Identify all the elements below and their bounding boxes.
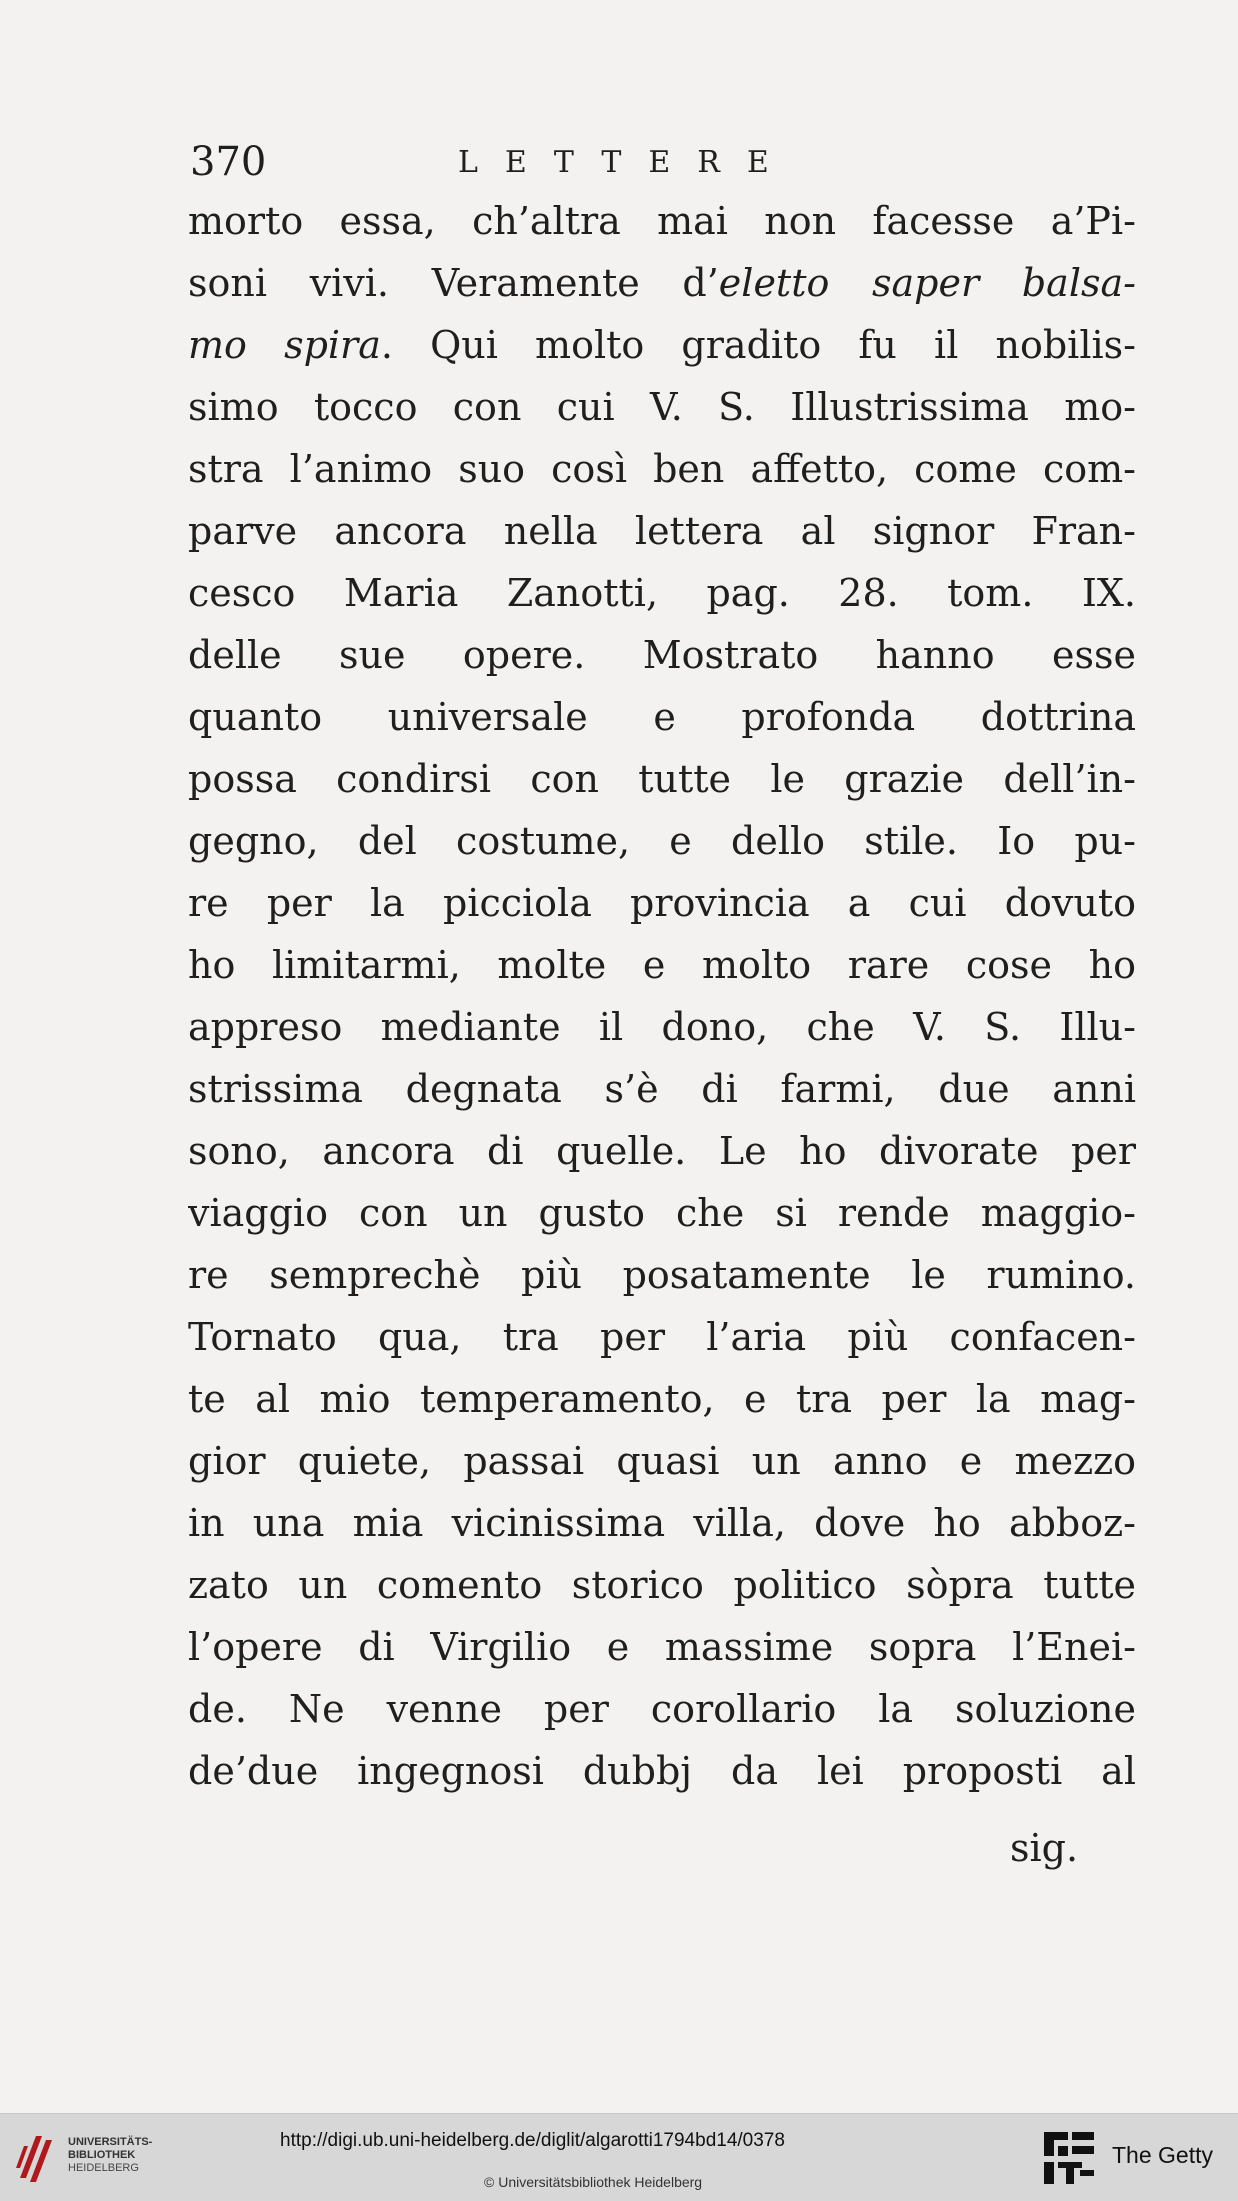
text-line <box>188 748 1136 810</box>
partner-name: The Getty <box>1112 2142 1213 2168</box>
text-line <box>188 996 1136 1058</box>
running-head <box>190 136 1130 188</box>
text-segment: possa condirsi con tutte le grazie dell’in- <box>188 757 1136 801</box>
text-line <box>188 1058 1136 1120</box>
viewer-footer <box>0 2113 1238 2201</box>
text-line <box>188 686 1136 748</box>
body-text <box>188 190 1136 1802</box>
text-line <box>188 314 1136 376</box>
text-line <box>188 1740 1136 1802</box>
text-segment: delle sue opere. Mostrato hanno esse <box>188 633 1136 677</box>
text-line <box>188 934 1136 996</box>
text-line <box>188 190 1136 252</box>
text-segment: simo tocco con cui V. S. Illustrissima mo- <box>188 385 1136 429</box>
text-segment: cesco Maria Zanotti, pag. 28. tom. IX. <box>188 571 1136 615</box>
text-segment: viaggio con un gusto che si rende maggio- <box>188 1191 1136 1235</box>
text-segment: morto essa, ch’altra mai non facesse a’Pi- <box>188 199 1136 243</box>
text-segment: parve ancora nella lettera al signor Fran- <box>188 509 1136 553</box>
italic-text-segment: mo spira <box>188 323 381 367</box>
library-name-line: BIBLIOTHEK <box>68 2149 136 2161</box>
text-line <box>188 1678 1136 1740</box>
text-segment: ho limitarmi, molte e molto rare cose ho <box>188 943 1136 987</box>
library-name-line: HEIDELBERG <box>68 2162 139 2174</box>
text-segment: de. Ne venne per corollario la soluzione <box>188 1687 1136 1731</box>
text-segment: stra l’animo suo così ben affetto, come com- <box>188 447 1136 491</box>
text-segment: re per la picciola provincia a cui dovuto <box>188 881 1136 925</box>
text-segment: . Qui molto gradito fu il nobilis- <box>380 323 1136 367</box>
permalink-url[interactable]: http://digi.ub.uni-heidelberg.de/diglit/algarotti1794bd14/0378 <box>280 2130 785 2151</box>
text-line <box>188 872 1136 934</box>
text-segment: de’due ingegnosi dubbj da lei proposti al <box>188 1749 1136 1793</box>
text-segment: re semprechè più posatamente le rumino. <box>188 1253 1136 1297</box>
library-name <box>68 2136 152 2175</box>
text-segment: zato un comento storico politico sòpra tutte <box>188 1563 1136 1607</box>
text-segment: sono, ancora di quelle. Le ho divorate per <box>188 1129 1136 1173</box>
text-line <box>188 1244 1136 1306</box>
text-line <box>188 1492 1136 1554</box>
text-segment: te al mio temperamento, e tra per la mag- <box>188 1377 1136 1421</box>
text-segment: soni vivi. Veramente d’ <box>188 261 719 305</box>
text-segment: appreso mediante il dono, che V. S. Illu- <box>188 1005 1136 1049</box>
running-title: LETTERE <box>458 145 796 180</box>
text-line <box>188 500 1136 562</box>
text-line <box>188 1306 1136 1368</box>
text-segment: strissima degnata s’è di farmi, due anni <box>188 1067 1136 1111</box>
text-line <box>188 376 1136 438</box>
catchword: sig. <box>1010 1826 1079 1870</box>
text-segment: gegno, del costume, e dello stile. Io pu- <box>188 819 1136 863</box>
text-line <box>188 1182 1136 1244</box>
text-segment: gior quiete, passai quasi un anno e mezzo <box>188 1439 1136 1483</box>
text-segment: l’opere di Virgilio e massime sopra l’Enei- <box>188 1625 1136 1669</box>
text-line <box>188 252 1136 314</box>
copyright-notice: © Universitätsbibliothek Heidelberg <box>484 2174 703 2190</box>
text-line <box>188 1120 1136 1182</box>
text-line <box>188 1616 1136 1678</box>
text-line <box>188 562 1136 624</box>
getty-logo-icon[interactable] <box>1040 2128 1096 2188</box>
italic-text-segment: eletto saper balsa- <box>718 261 1136 305</box>
university-library-logo-icon[interactable] <box>12 2128 62 2188</box>
text-segment: in una mia vicinissima villa, dove ho abboz- <box>188 1501 1136 1545</box>
text-line <box>188 624 1136 686</box>
text-segment: quanto universale e profonda dottrina <box>188 695 1136 739</box>
text-segment: Tornato qua, tra per l’aria più confacen- <box>188 1315 1136 1359</box>
text-line <box>188 810 1136 872</box>
text-line <box>188 1368 1136 1430</box>
text-line <box>188 438 1136 500</box>
library-name-line: UNIVERSITÄTS- <box>68 2136 153 2148</box>
text-line <box>188 1554 1136 1616</box>
text-line <box>188 1430 1136 1492</box>
page-number: 370 <box>190 139 267 185</box>
